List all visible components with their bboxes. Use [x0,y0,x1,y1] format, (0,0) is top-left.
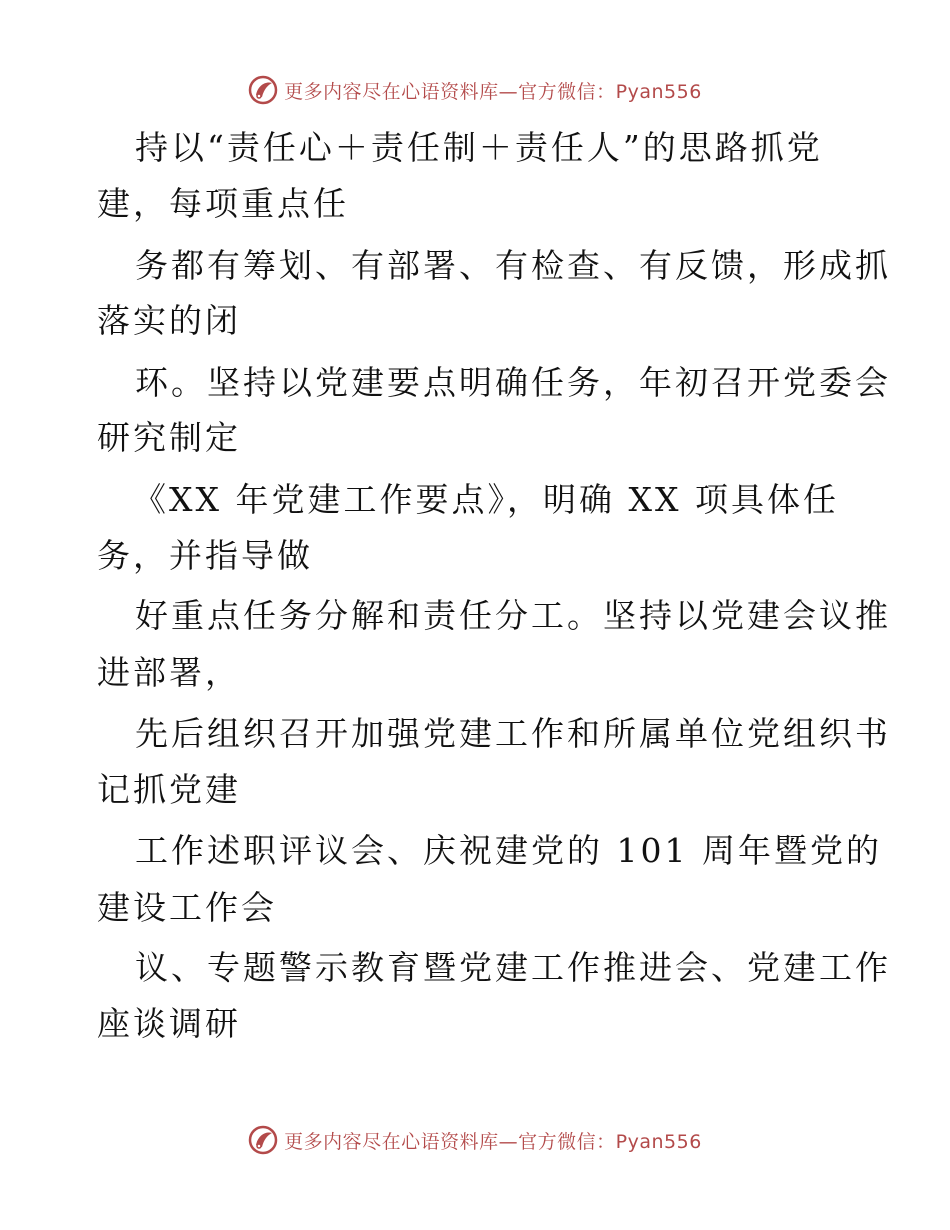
text-line: 先后组织召开加强党建工作和所属单位党组织书 [135,714,891,753]
text-line: 建，每项重点任 [97,184,349,223]
text-line: 研究制定 [97,418,241,457]
logo-icon [248,1125,278,1155]
text-line: 议、专题警示教育暨党建工作推进会、党建工作 [135,948,891,987]
watermark-text: 更多内容尽在心语资料库—官方微信：Pyan556 [284,80,702,103]
text-line: 务都有筹划、有部署、有检查、有反馈，形成抓 [135,246,891,285]
footer-watermark [0,1120,950,1160]
text-line: 进部署， [97,653,241,692]
header-watermark [0,70,950,110]
text-line: 建设工作会 [97,888,277,927]
text-line: 记抓党建 [97,770,241,809]
text-line: 《XX 年党建工作要点》，明确 XX 项具体任 [133,480,839,519]
text-line: 持以“责任心＋责任制＋责任人”的思路抓党 [135,128,823,167]
text-line: 务，并指导做 [97,536,313,575]
text-line: 环。坚持以党建要点明确任务，年初召开党委会 [135,363,891,402]
text-line: 落实的闭 [97,301,241,340]
watermark-text: 更多内容尽在心语资料库—官方微信：Pyan556 [284,1130,702,1153]
text-line: 座谈调研 [97,1004,241,1043]
text-line: 工作述职评议会、庆祝建党的 101 周年暨党的 [135,831,882,870]
logo-icon [248,75,278,105]
text-line: 好重点任务分解和责任分工。坚持以党建会议推 [135,596,891,635]
